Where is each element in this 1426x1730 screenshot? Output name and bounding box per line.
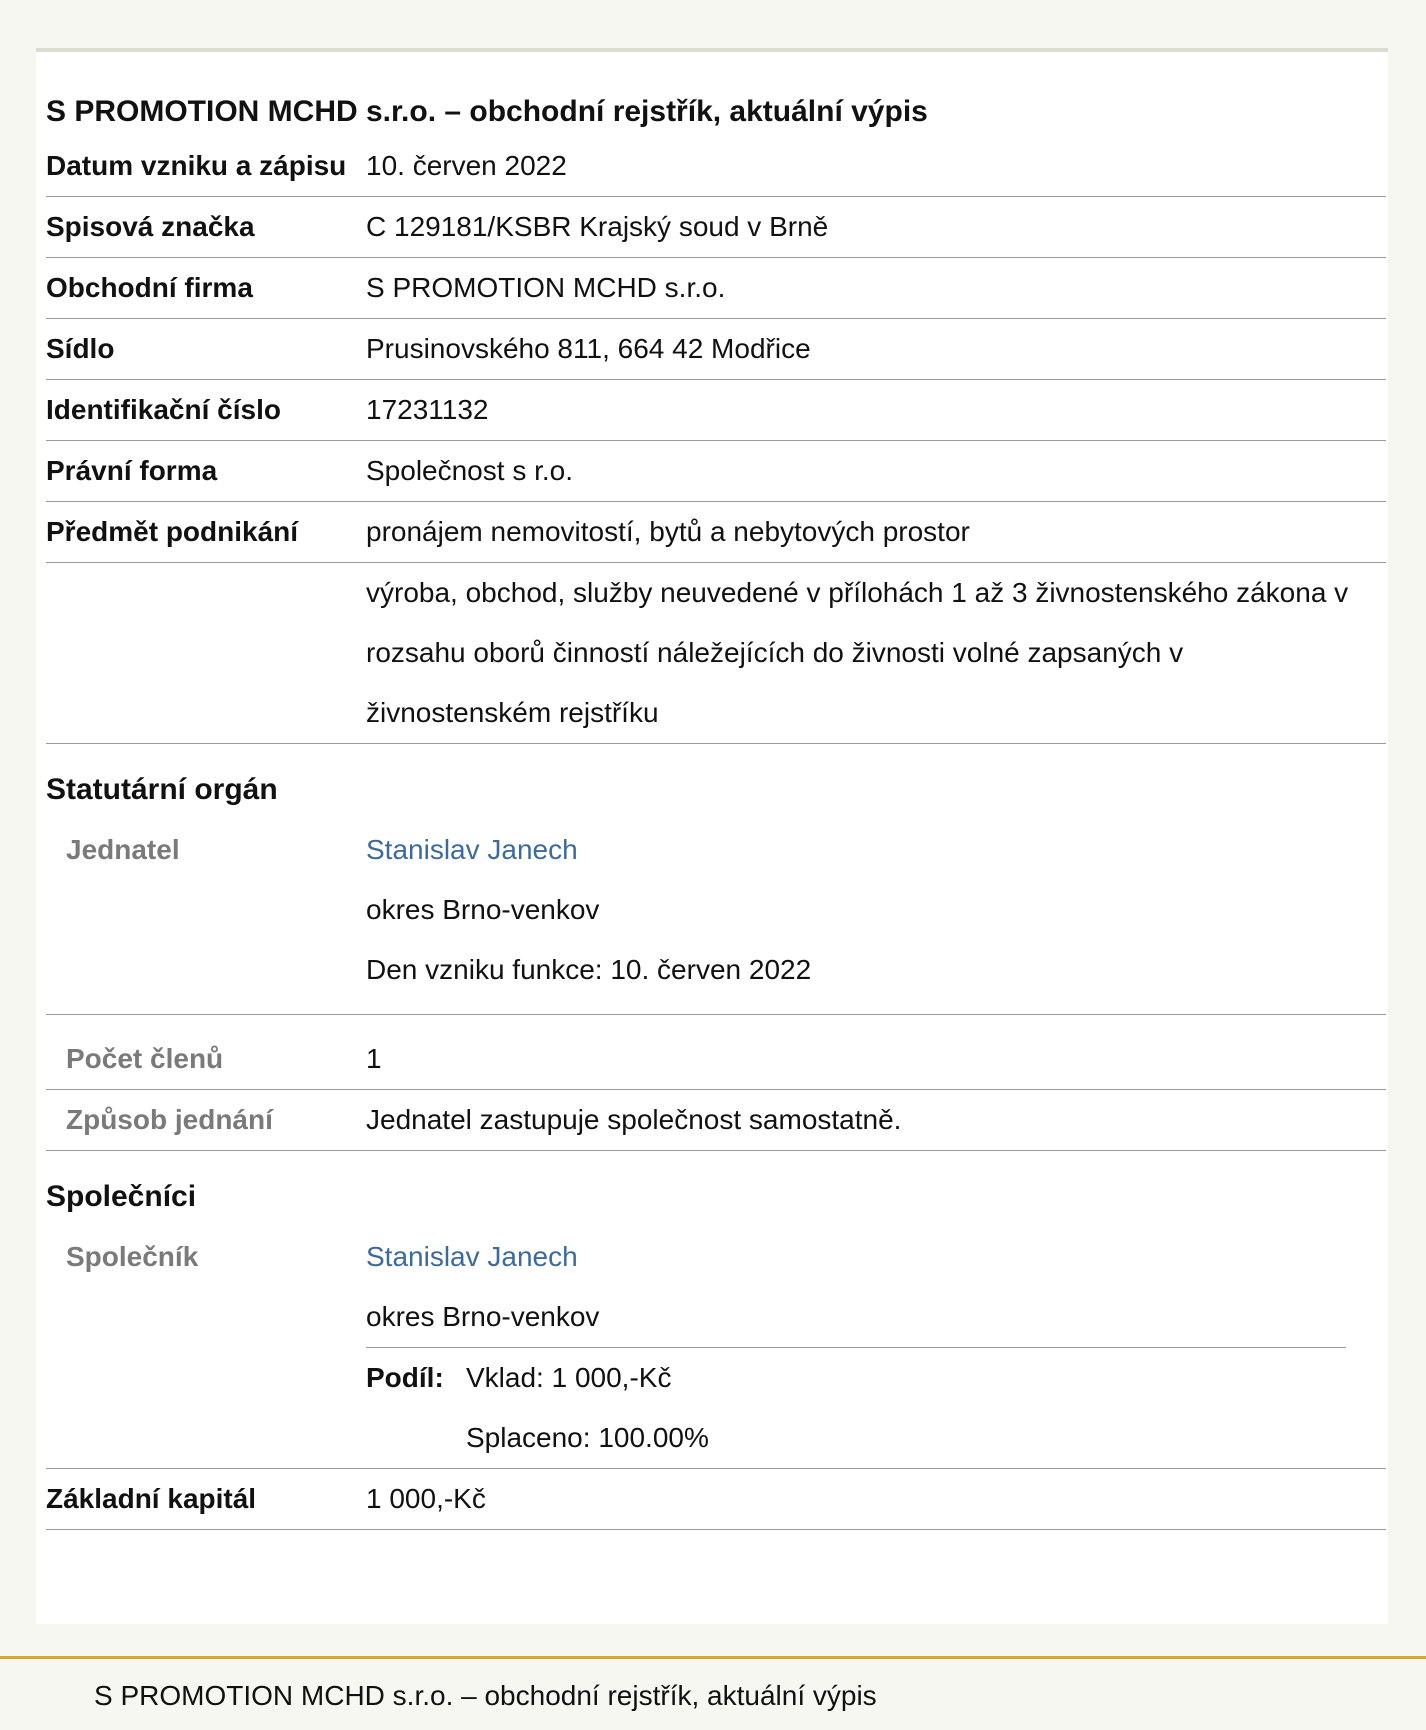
row-label: Právní forma: [46, 455, 218, 486]
share-deposit: Vklad: 1 000,-Kč: [466, 1362, 672, 1393]
row-company-name: [46, 258, 1386, 319]
row-seat: [46, 319, 1386, 380]
row-members-count: [46, 1015, 1386, 1090]
footer-divider: [0, 1656, 1426, 1659]
person-function-since: Den vzniku funkce: 10. červen 2022: [366, 954, 812, 985]
row-legal-form: [46, 441, 1386, 502]
row-value: C 129181/KSBR Krajský soud v Brně: [366, 211, 829, 242]
person-details: [366, 820, 1386, 1000]
register-extract-content: [46, 92, 1386, 1530]
row-partner: [46, 1227, 1386, 1469]
row-value: Společnost s r.o.: [366, 455, 574, 486]
row-label: Základní kapitál: [46, 1483, 257, 1514]
row-registered-capital: [46, 1469, 1386, 1530]
section-partners-heading: Společníci: [46, 1180, 197, 1213]
row-business-activity: [46, 502, 1386, 563]
row-value: pronájem nemovitostí, bytů a nebytových prostor: [366, 516, 970, 547]
partner-details: [366, 1227, 1386, 1468]
row-value: Prusinovského 811, 664 42 Modřice: [366, 333, 811, 364]
row-label: Počet členů: [66, 1043, 224, 1074]
row-label: Předmět podnikání: [46, 516, 299, 547]
row-value: 10. červen 2022: [366, 150, 567, 181]
row-business-activity-2: [46, 563, 1386, 744]
share-paid: Splaceno: 100.00%: [466, 1422, 709, 1453]
share-values: [466, 1348, 709, 1468]
row-value: S PROMOTION MCHD s.r.o.: [366, 272, 726, 303]
row-label: [46, 563, 366, 743]
role-label: Společník: [66, 1241, 199, 1272]
person-district: okres Brno-venkov: [366, 894, 600, 925]
row-date-established: [46, 136, 1386, 197]
partner-link[interactable]: Stanislav Janech: [366, 1241, 578, 1272]
page-title: S PROMOTION MCHD s.r.o. – obchodní rejstřík, aktuální výpis: [46, 95, 928, 128]
row-file-number: [46, 197, 1386, 258]
row-label: Obchodní firma: [46, 272, 253, 303]
row-label: Spisová značka: [46, 211, 255, 242]
role-label: Jednatel: [66, 834, 180, 865]
row-label: [46, 136, 366, 196]
row-value: výroba, obchod, služby neuvedené v přílohách 1 až 3 živnostenského zákona v rozsahu oborů činností náležejících do živnosti volné zapsaných v živnostenském rejstříku: [366, 577, 1349, 728]
row-label: Způsob jednání: [66, 1104, 273, 1135]
row-acting-method: [46, 1090, 1386, 1151]
register-extract-card: [36, 52, 1388, 1624]
section-statutory-heading: Statutární orgán: [46, 773, 278, 806]
row-label: Identifikační číslo: [46, 394, 281, 425]
share-label: Podíl:: [366, 1362, 444, 1393]
row-id-number: [46, 380, 1386, 441]
row-value: 1: [366, 1043, 382, 1074]
label-text: Datum vzniku a zápisu: [46, 150, 347, 181]
row-value: 1 000,-Kč: [366, 1483, 486, 1514]
row-label: Sídlo: [46, 333, 115, 364]
person-link[interactable]: Stanislav Janech: [366, 834, 578, 865]
row-value: 17231132: [366, 394, 489, 425]
row-value: Jednatel zastupuje společnost samostatně.: [366, 1104, 902, 1135]
row-statutory-person: [46, 820, 1386, 1015]
share-block: [366, 1347, 1346, 1468]
footer-title: S PROMOTION MCHD s.r.o. – obchodní rejstřík, aktuální výpis: [94, 1680, 877, 1711]
partner-district: okres Brno-venkov: [366, 1301, 600, 1332]
